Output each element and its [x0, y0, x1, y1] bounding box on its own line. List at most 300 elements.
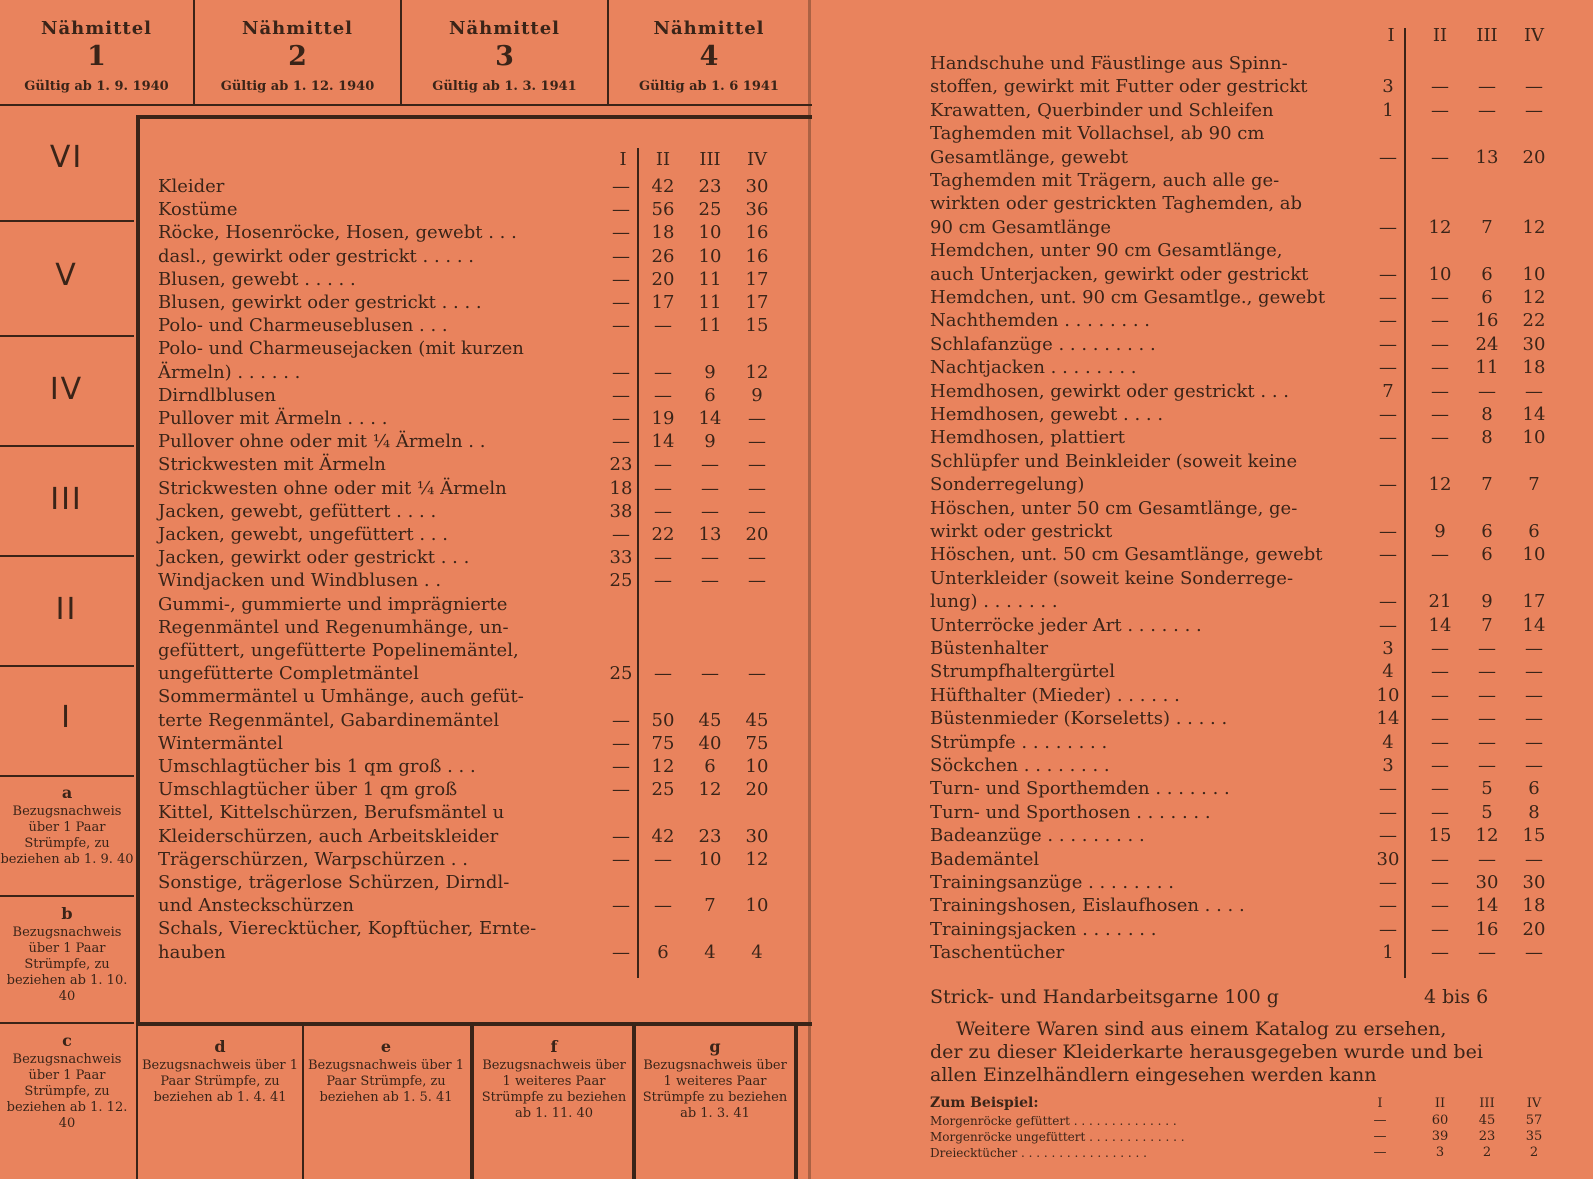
table-row-label: Taghemden mit Trägern, auch alle ge- — [930, 170, 1280, 191]
table-cell: — — [612, 895, 630, 917]
table-row-label: Höschen, unt. 50 cm Gesamtlänge, gewebt — [930, 544, 1323, 566]
table-cell: 24 — [1475, 333, 1499, 355]
table-cell: — — [612, 848, 630, 870]
table-cell: 12 — [1428, 216, 1452, 238]
coupon-key: g — [709, 1037, 721, 1056]
table-cell: — — [1431, 872, 1449, 893]
table-row-label: Bademäntel — [930, 848, 1040, 870]
coupon-text: Bezugsnachweis über 1 Paar Strümpfe, zu beziehen ab 1. 5. 41 — [307, 1058, 465, 1105]
section-iii: III — [50, 482, 83, 517]
naehmittel-valid: Gültig ab 1. 12. 1940 — [220, 79, 375, 94]
table-cell: 25 — [698, 199, 722, 221]
table-cell: — — [1379, 614, 1397, 636]
table-cell: 7 — [1481, 614, 1493, 636]
table-cell: 9 — [1481, 591, 1493, 613]
table-row-label: Kleiderschürzen, auch Arbeitskleider — [158, 825, 499, 847]
table-row-label: Nachtjacken . . . . . . . . — [930, 357, 1137, 379]
table-cell: 45 — [745, 709, 769, 731]
table-row-label: Taschentücher — [930, 942, 1065, 964]
table-cell: — — [748, 454, 766, 476]
table-cell: 23 — [698, 825, 722, 847]
table-cell: 26 — [651, 245, 675, 267]
table-cell: 11 — [698, 292, 722, 313]
section-vi: VI — [49, 140, 84, 175]
table-cell: — — [1379, 357, 1397, 379]
table-row-label: Pullover ohne oder mit ¼ Ärmeln . . — [158, 431, 486, 453]
table-cell: 14 — [1522, 404, 1546, 425]
table-cell: 11 — [1475, 357, 1499, 379]
table-cell: 14 — [1475, 895, 1499, 917]
table-row-label: lung) . . . . . . . — [930, 591, 1058, 613]
table-left-rule — [136, 115, 140, 1025]
table-row-label: Unterkleider (soweit keine Sonderrege- — [930, 567, 1294, 589]
table-cell: 20 — [1522, 918, 1546, 940]
table-cell: 10 — [698, 245, 722, 267]
table-cell: — — [1431, 380, 1449, 402]
table-row-label: Büstenmieder (Korseletts) . . . . . — [930, 708, 1228, 730]
table-row-label: Polo- und Charmeusejacken (mit kurzen — [158, 338, 524, 360]
column-header: IV — [1523, 25, 1545, 46]
table-cell: — — [1525, 380, 1543, 402]
naehmittel-number: 3 — [495, 41, 514, 72]
table-cell: 12 — [1522, 287, 1546, 308]
table-cell: 14 — [1522, 614, 1546, 636]
table-cell: 30 — [1475, 872, 1499, 893]
table-cell: — — [1431, 918, 1449, 940]
table-cell: — — [654, 500, 672, 522]
table-cell: — — [1525, 848, 1543, 870]
coupon-d — [140, 1030, 300, 1106]
table-cell: — — [1478, 755, 1496, 776]
table-row-label: Umschlagtücher über 1 qm groß — [158, 779, 458, 801]
yarn-label: Strick- und Handarbeitsgarne 100 g — [930, 986, 1279, 1008]
table-cell: 33 — [609, 547, 633, 569]
table-row-label: Gesamtlänge, gewebt — [930, 146, 1128, 168]
yarn-row — [930, 986, 1279, 1009]
table-row-label: Morgenröcke ungefüttert . . . . . . . . . . . . . — [930, 1130, 1185, 1144]
table-cell: 40 — [698, 732, 722, 754]
table-cell: 30 — [1522, 872, 1546, 893]
coupon-e — [306, 1030, 466, 1106]
table-row-label: Dreiecktücher . . . . . . . . . . . . . . . . . — [930, 1146, 1147, 1160]
coupon-text: Bezugsnachweis über 1 weiteres Paar Strümpfe zu beziehen ab 1. 11. 40 — [481, 1058, 627, 1121]
table-cell: — — [1431, 778, 1449, 800]
table-row-label: Söckchen . . . . . . . . — [930, 755, 1110, 776]
table-cell: — — [1373, 1129, 1387, 1144]
table-cell: 6 — [657, 941, 669, 963]
table-cell: 7 — [1528, 474, 1540, 496]
table-cell: 10 — [1522, 427, 1546, 449]
coupon-text: Bezugsnachweis über 1 Paar Strümpfe, zu beziehen ab 1. 12. 40 — [6, 1052, 128, 1131]
table-row-label: Ärmeln) . . . . . . — [158, 361, 301, 383]
table-cell: — — [1525, 661, 1543, 683]
table-cell: 50 — [651, 709, 675, 731]
table-cell: 23 — [609, 454, 633, 476]
coupon-key: e — [380, 1037, 392, 1056]
table-row-label: Handschuhe und Fäustlinge aus Spinn- — [930, 53, 1288, 74]
coupon-a — [0, 776, 134, 868]
table-row-label: und Ansteckschürzen — [158, 895, 354, 917]
table-cell: 9 — [704, 361, 716, 383]
table-cell: 42 — [651, 176, 675, 197]
table-cell: 3 — [1435, 1145, 1445, 1160]
table-cell: 8 — [1481, 427, 1493, 449]
table-cell: — — [1379, 778, 1397, 800]
table-row-label: Turn- und Sporthemden . . . . . . . — [930, 778, 1230, 800]
table-cell: 6 — [1481, 263, 1493, 285]
column-header: IV — [746, 149, 768, 170]
table-cell: 6 — [1481, 287, 1493, 308]
table-cell: — — [748, 663, 766, 685]
coupon-text: Bezugsnachweis über 1 Paar Strümpfe, zu beziehen ab 1. 4. 41 — [141, 1058, 299, 1105]
table-cell: 14 — [698, 408, 722, 429]
table-cell: 4 — [1382, 731, 1394, 753]
table-cell: 6 — [1481, 521, 1493, 542]
naehmittel-title: Nähmittel — [241, 18, 353, 39]
column-header: I — [619, 149, 627, 170]
table-cell: — — [1478, 99, 1496, 121]
table-row-label: auch Unterjacken, gewirkt oder gestrickt — [930, 263, 1309, 285]
table-cell: 20 — [745, 779, 769, 801]
table-row-label: Polo- und Charmeuseblusen . . . — [158, 315, 448, 337]
table-cell: — — [1379, 872, 1397, 893]
table-cell: — — [1379, 521, 1397, 542]
table-row-label: hauben — [158, 941, 226, 963]
table-cell: — — [1478, 380, 1496, 402]
table-cell: — — [654, 895, 672, 917]
table-cell: 7 — [1382, 380, 1394, 402]
yarn-value: 4 bis 6 — [1424, 986, 1489, 1008]
table-row-label: Sonderregelung) — [930, 474, 1085, 496]
table-cell: — — [612, 292, 630, 313]
table-cell: — — [701, 500, 719, 522]
table-cell: 20 — [1522, 146, 1546, 168]
table-cell: 2 — [1482, 1145, 1492, 1160]
column-header: II — [1434, 1096, 1446, 1111]
table-row-label: Regenmäntel und Regenumhänge, un- — [158, 616, 509, 638]
table-cell: — — [1525, 942, 1543, 964]
table-cell: 7 — [1481, 474, 1493, 496]
table-cell: — — [748, 408, 766, 429]
table-cell: — — [1379, 895, 1397, 917]
table-cell: — — [748, 431, 766, 453]
table-row-label: Hüfthalter (Mieder) . . . . . . — [930, 684, 1180, 706]
table-cell: — — [1478, 848, 1496, 870]
table-cell: 16 — [745, 245, 769, 267]
table-cell: 12 — [1475, 825, 1499, 847]
section-divider — [0, 555, 134, 557]
table-row-label: Röcke, Hosenröcke, Hosen, gewebt . . . — [158, 222, 517, 244]
table-row-label: Trägerschürzen, Warpschürzen . . — [158, 848, 468, 870]
table-cell: 60 — [1431, 1113, 1449, 1128]
table-cell: 6 — [1481, 544, 1493, 566]
catalog-note — [930, 1018, 1550, 1087]
table-cell: — — [654, 663, 672, 685]
table-cell: — — [612, 384, 630, 406]
table-cell: 5 — [1481, 778, 1493, 800]
table-row-label: Dirndlblusen — [158, 384, 277, 406]
table-cell: — — [1478, 661, 1496, 683]
coupon-frame — [632, 1026, 636, 1179]
table-cell: 15 — [1428, 825, 1452, 847]
table-row-label: dasl., gewirkt oder gestrickt . . . . . — [158, 245, 475, 267]
naehmittel-valid: Gültig ab 1. 9. 1940 — [24, 79, 169, 94]
table-cell: 10 — [745, 895, 769, 917]
table-cell: 18 — [651, 222, 675, 244]
table-cell: — — [612, 732, 630, 754]
table-cell: 10 — [1376, 684, 1400, 706]
column-header: II — [1432, 25, 1448, 46]
table-cell: — — [1525, 99, 1543, 121]
col-divider-right — [1404, 28, 1406, 978]
table-cell: 20 — [651, 268, 675, 290]
table-row-label: Schals, Vierecktücher, Kopftücher, Ernte- — [158, 918, 537, 940]
section-i: I — [61, 700, 72, 735]
table-row-label: Blusen, gewirkt oder gestrickt . . . . — [158, 292, 482, 313]
table-cell: 5 — [1481, 801, 1493, 823]
table-cell: 9 — [704, 431, 716, 453]
table-cell: 10 — [698, 222, 722, 244]
table-cell: — — [701, 547, 719, 569]
table-row-label: Büstenhalter — [930, 638, 1049, 659]
table-cell: 75 — [745, 732, 769, 754]
coupon-divider — [302, 1026, 304, 1179]
table-cell: — — [1431, 544, 1449, 566]
table-row-label: Unterröcke jeder Art . . . . . . . — [930, 614, 1202, 636]
section-iv: IV — [49, 372, 84, 407]
section-divider — [0, 445, 134, 447]
table-cell: 25 — [651, 779, 675, 801]
table-cell: 14 — [1428, 614, 1452, 636]
table-cell: — — [1478, 638, 1496, 659]
table-cell: — — [612, 176, 630, 197]
table-cell: — — [1431, 942, 1449, 964]
table-cell: 2 — [1529, 1145, 1539, 1160]
note-line: allen Einzelhändlern eingesehen werden kann — [930, 1064, 1377, 1086]
table-cell: 75 — [651, 732, 675, 754]
table-cell: — — [612, 779, 630, 801]
header-bottom-rule — [0, 104, 812, 106]
coupon-key: f — [550, 1037, 558, 1056]
table-cell: — — [1431, 146, 1449, 168]
table-cell: 19 — [651, 408, 675, 429]
table-row-label: Schlafanzüge . . . . . . . . . — [930, 333, 1156, 355]
table-cell: 12 — [651, 756, 675, 777]
table-cell: — — [1431, 801, 1449, 823]
table-cell: 7 — [704, 895, 716, 917]
table-cell: — — [1431, 661, 1449, 683]
table-cell: — — [1379, 263, 1397, 285]
fold-rule — [808, 0, 811, 1179]
table-cell: — — [701, 454, 719, 476]
table-cell: — — [612, 245, 630, 267]
table-cell: 3 — [1382, 76, 1394, 98]
table-cell: — — [612, 709, 630, 731]
table-row-label: Strickwesten ohne oder mit ¼ Ärmeln — [158, 477, 507, 499]
table-cell: 20 — [745, 524, 769, 545]
table-cell: 13 — [1475, 146, 1499, 168]
table-cell: 1 — [1382, 99, 1394, 121]
table-cell: 21 — [1428, 591, 1452, 613]
table-cell: 3 — [1382, 755, 1394, 776]
table-cell: — — [1525, 684, 1543, 706]
naehmittel-box-4 — [609, 0, 809, 105]
table-row-label: gefüttert, ungefütterte Popelinemäntel, — [158, 640, 519, 661]
table-cell: 23 — [698, 176, 722, 197]
table-cell: — — [1373, 1113, 1387, 1128]
table-cell: 45 — [698, 709, 722, 731]
naehmittel-valid: Gültig ab 1. 3. 1941 — [432, 79, 577, 94]
table-cell: 30 — [1376, 848, 1400, 870]
table-cell: — — [1431, 895, 1449, 917]
table-row-label: Badeanzüge . . . . . . . . . — [930, 825, 1145, 847]
coupon-key: a — [61, 783, 73, 802]
table-row-label: Jacken, gewebt, ungefüttert . . . — [158, 524, 448, 545]
note-line: der zu dieser Kleiderkarte herausgegeben wurde und bei — [930, 1041, 1483, 1063]
table-cell: 9 — [751, 384, 763, 406]
table-cell: — — [612, 222, 630, 244]
column-header: I — [1377, 1096, 1383, 1111]
naehmittel-title: Nähmittel — [653, 18, 765, 39]
table-row-label: Hemdhosen, plattiert — [930, 427, 1126, 449]
table-row-label: Schlüpfer und Beinkleider (soweit keine — [930, 450, 1298, 472]
table-cell: 35 — [1525, 1129, 1543, 1144]
table-cell: — — [701, 663, 719, 685]
table-cell: — — [748, 500, 766, 522]
table-cell: 39 — [1431, 1129, 1449, 1144]
table-cell: 6 — [704, 384, 716, 406]
table-cell: — — [1379, 216, 1397, 238]
table-cell: 23 — [1478, 1129, 1496, 1144]
table-row-label: Morgenröcke gefüttert . . . . . . . . . . . . . . — [930, 1114, 1177, 1128]
table-row-label: wirkten oder gestrickten Taghemden, ab — [930, 193, 1303, 215]
table-cell: — — [612, 408, 630, 429]
section-divider — [0, 220, 134, 222]
table-cell: 18 — [1522, 895, 1546, 917]
table-row-label: Sonstige, trägerlose Schürzen, Dirndl- — [158, 872, 510, 893]
table-row-label: Hemdchen, unter 90 cm Gesamtlänge, — [930, 240, 1283, 262]
note-line: Weitere Waren sind aus einem Katalog zu ersehen, — [956, 1018, 1447, 1040]
table-cell: 17 — [745, 268, 769, 290]
table-cell: 36 — [745, 199, 769, 221]
column-header: I — [1387, 25, 1395, 46]
table-cell: — — [701, 477, 719, 499]
table-cell: — — [1431, 638, 1449, 659]
coupon-c — [0, 1024, 134, 1132]
table-row-label: Turn- und Sporthosen . . . . . . . — [930, 801, 1211, 823]
table-cell: — — [654, 477, 672, 499]
table-cell: 17 — [651, 292, 675, 313]
table-cell: 4 — [1382, 661, 1394, 683]
table-cell: 18 — [609, 477, 633, 499]
table-cell: 25 — [609, 663, 633, 685]
table-row-label: Kostüme — [158, 199, 238, 221]
table-row-label: stoffen, gewirkt mit Futter oder gestrickt — [930, 76, 1308, 98]
table-cell: 7 — [1481, 216, 1493, 238]
table-row-label: Strumpfhaltergürtel — [930, 661, 1115, 683]
table-cell: 30 — [1522, 333, 1546, 355]
table-row-label: Höschen, unter 50 cm Gesamtlänge, ge- — [930, 497, 1298, 519]
table-cell: — — [1431, 755, 1449, 776]
table-cell: 30 — [745, 176, 769, 197]
table-cell: — — [654, 454, 672, 476]
section-divider — [0, 335, 134, 337]
table-cell: — — [1478, 942, 1496, 964]
table-row-label: Hemdchen, unt. 90 cm Gesamtlge., gewebt — [930, 287, 1326, 308]
table-cell: — — [1431, 333, 1449, 355]
table-cell: — — [1379, 427, 1397, 449]
table-cell: — — [1379, 287, 1397, 308]
column-header: II — [655, 149, 671, 170]
table-cell: — — [654, 361, 672, 383]
table-cell: — — [654, 384, 672, 406]
table-cell: — — [654, 570, 672, 592]
table-cell: — — [612, 315, 630, 337]
table-row-label: Krawatten, Querbinder und Schleifen — [930, 99, 1274, 121]
table-cell: 16 — [745, 222, 769, 244]
table-cell: — — [1431, 427, 1449, 449]
table-cell: 8 — [1528, 801, 1540, 823]
table-cell: — — [654, 315, 672, 337]
table-cell: — — [1379, 544, 1397, 566]
table-cell: 38 — [609, 500, 633, 522]
naehmittel-title: Nähmittel — [448, 18, 560, 39]
column-header: III — [1476, 25, 1498, 46]
table-cell: 18 — [1522, 357, 1546, 379]
table-cell: 10 — [1522, 263, 1546, 285]
coupon-divider — [136, 1026, 138, 1179]
table-cell: 6 — [1528, 778, 1540, 800]
table-cell: 10 — [1428, 263, 1452, 285]
table-cell: — — [1478, 708, 1496, 730]
table-row-label: Strümpfe . . . . . . . . — [930, 731, 1108, 753]
table-cell: — — [654, 848, 672, 870]
table-cell: 42 — [651, 825, 675, 847]
table-cell: — — [1379, 474, 1397, 496]
table-cell: — — [612, 431, 630, 453]
naehmittel-box-3 — [402, 0, 609, 105]
table-cell: — — [1373, 1145, 1387, 1160]
example-title: Zum Beispiel: — [930, 1095, 1039, 1111]
table-cell: — — [1478, 684, 1496, 706]
table-cell: — — [748, 547, 766, 569]
table-cell: — — [1379, 825, 1397, 847]
table-cell: — — [612, 361, 630, 383]
coupon-key: d — [214, 1037, 226, 1056]
table-cell: 8 — [1481, 404, 1493, 425]
table-cell: — — [1525, 76, 1543, 98]
section-divider — [0, 665, 134, 667]
naehmittel-title: Nähmittel — [40, 18, 152, 39]
table-row-label: Trainingshosen, Eislaufhosen . . . . — [930, 895, 1245, 917]
table-cell: 16 — [1475, 918, 1499, 940]
table-row-label: wirkt oder gestrickt — [930, 521, 1113, 542]
section-ii: II — [55, 592, 78, 627]
naehmittel-number: 2 — [288, 41, 307, 72]
table-row-label: 90 cm Gesamtlänge — [930, 216, 1112, 238]
coupon-frame — [794, 1026, 798, 1179]
table-cell: 9 — [1434, 521, 1446, 542]
table-cell: 25 — [609, 570, 633, 592]
table-cell: — — [612, 268, 630, 290]
coupon-b — [0, 897, 134, 1005]
table-cell: — — [701, 570, 719, 592]
table-row-label: Pullover mit Ärmeln . . . . — [158, 408, 388, 429]
table-row-label: Trainingsjacken . . . . . . . — [930, 918, 1157, 940]
table-cell: — — [612, 825, 630, 847]
table-cell: 1 — [1382, 942, 1394, 964]
section-v: V — [55, 258, 78, 293]
